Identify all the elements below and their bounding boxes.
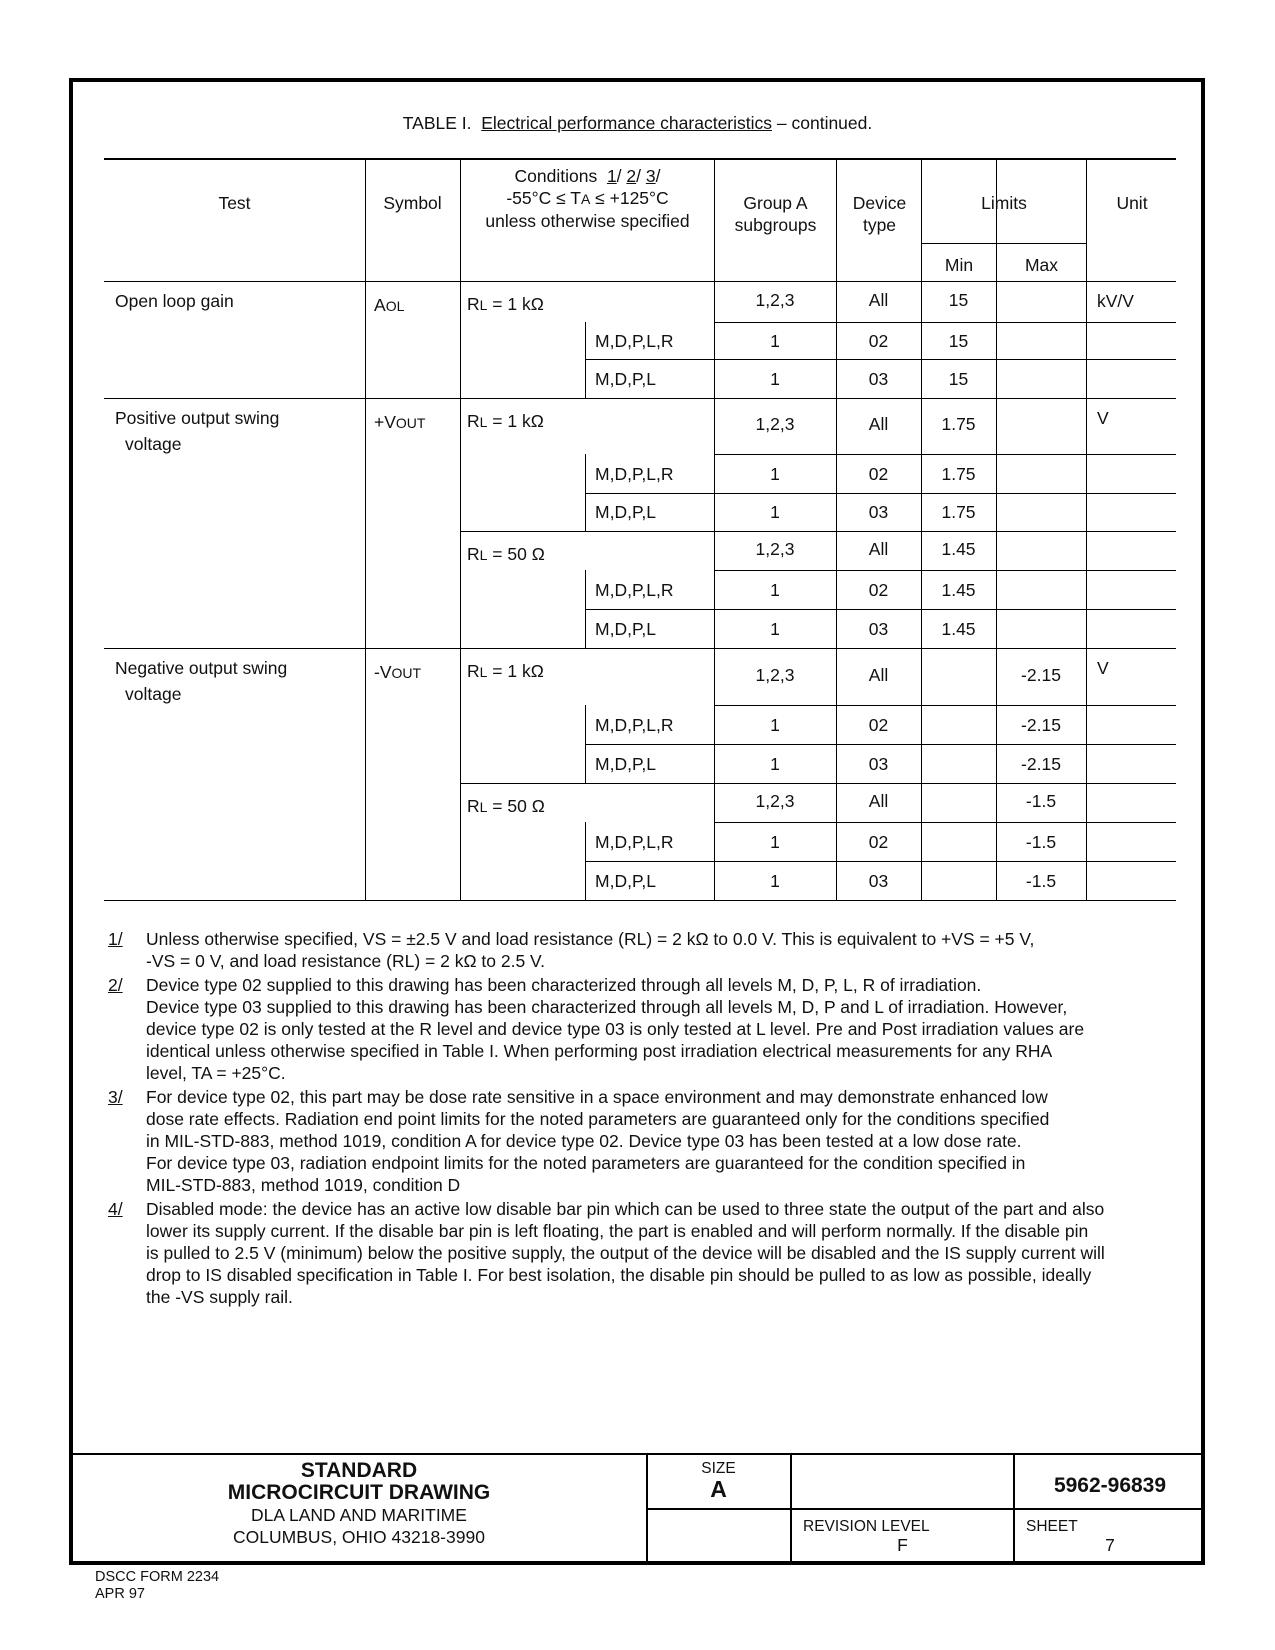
note-line: is pulled to 2.5 V (minimum) below the positive supply, the output of the device will be disabled and the IS supply current will xyxy=(146,1243,1105,1263)
device-type: 03 xyxy=(868,754,889,774)
qualifier: M,D,P,L,R xyxy=(595,331,674,351)
footer-title-line2: MICROCIRCUIT DRAWING xyxy=(227,1481,491,1504)
limit-max: -2.15 xyxy=(1021,665,1061,685)
subgroups: 1 xyxy=(770,369,780,389)
footer-org-line1: DLA LAND AND MARITIME xyxy=(251,1505,467,1525)
subgroups: 1,2,3 xyxy=(755,290,795,310)
table-rule xyxy=(585,705,586,744)
limit-min: 1.45 xyxy=(941,539,976,559)
table-rule xyxy=(104,281,1176,282)
note-line: device type 02 is only tested at the R level and device type 03 is only tested at L level. Pre and Post irradiation values are xyxy=(146,1019,1085,1039)
conditions-title: Conditions xyxy=(514,166,598,186)
table-rule xyxy=(104,900,1176,901)
table-rule xyxy=(585,359,586,398)
conditions-temp-pre: -55°C ≤ T xyxy=(506,188,581,208)
notes xyxy=(105,928,1175,1310)
subgroups: 1 xyxy=(770,619,780,639)
table-rule xyxy=(585,570,586,609)
footer-top-rule xyxy=(69,1453,1205,1455)
device-type: All xyxy=(868,539,889,559)
qualifier: M,D,P,L,R xyxy=(595,715,674,735)
revision-label: REVISION LEVEL xyxy=(803,1518,930,1535)
header-device-type xyxy=(838,192,921,236)
limit-min: 15 xyxy=(948,331,969,351)
note-line: For device type 02, this part may be dose rate sensitive in a space environment and may demonstrate enhanced low xyxy=(146,1087,1048,1107)
note-line: in MIL-STD-883, method 1019, condition A for device type 02. Device type 03 has been tested at a low dose rate. xyxy=(146,1131,1022,1151)
table-rule xyxy=(714,570,1176,571)
footer-title-line1: STANDARD xyxy=(300,1459,418,1482)
note-line: lower its supply current. If the disable bar pin is left floating, the part is enabled and will perform normally. If the disable pin xyxy=(146,1221,1089,1241)
conditions-temp-post: ≤ +125°C xyxy=(590,188,669,208)
subgroups: 1 xyxy=(770,580,780,600)
device-type: All xyxy=(868,414,889,434)
subgroups: 1,2,3 xyxy=(755,791,795,811)
conditions-note-1: 1 xyxy=(606,166,617,186)
table-rule xyxy=(585,861,586,900)
footer-org-line2: COLUMBUS, OHIO 43218-3990 xyxy=(233,1527,485,1547)
device-type: 03 xyxy=(868,871,889,891)
limit-max: -1.5 xyxy=(1025,832,1057,852)
test-name: Negative output swing xyxy=(115,658,288,678)
subgroups: 1 xyxy=(770,871,780,891)
qualifier: M,D,P,L xyxy=(595,369,656,389)
note-number: 2/ xyxy=(108,975,123,995)
sheet-label: SHEET xyxy=(1026,1518,1078,1535)
condition: RL = 1 kΩ xyxy=(467,661,544,681)
note-line: Unless otherwise specified, VS = ±2.5 V and load resistance (RL) = 2 kΩ to 0.0 V. This is equivalent to +VS = +5 V, xyxy=(146,929,1035,949)
note-1 xyxy=(105,928,1175,972)
device-type: 02 xyxy=(868,832,889,852)
condition: RL = 1 kΩ xyxy=(467,294,544,314)
table-rule xyxy=(714,454,1176,455)
form-id-line2: APR 97 xyxy=(95,1586,145,1602)
unit: V xyxy=(1097,408,1109,428)
note-2 xyxy=(105,974,1175,1084)
limit-max: -1.5 xyxy=(1025,791,1057,811)
table-rule xyxy=(104,648,1176,649)
table-rule xyxy=(714,705,1176,706)
note-4 xyxy=(105,1198,1175,1308)
device-type: 03 xyxy=(868,619,889,639)
qualifier: M,D,P,L,R xyxy=(595,832,674,852)
subgroups: 1 xyxy=(770,715,780,735)
note-number: 3/ xyxy=(108,1087,123,1107)
note-number: 4/ xyxy=(108,1199,123,1219)
group-a-line2: subgroups xyxy=(734,215,817,235)
size-label: SIZE xyxy=(701,1460,736,1477)
caption-prefix: TABLE I. xyxy=(402,113,472,133)
qualifier: M,D,P,L,R xyxy=(595,580,674,600)
device-type: All xyxy=(868,665,889,685)
group-a-line1: Group A xyxy=(743,193,808,213)
form-id xyxy=(95,1569,219,1603)
table-rule xyxy=(585,454,586,493)
device-type: 03 xyxy=(868,369,889,389)
limit-max: -2.15 xyxy=(1021,754,1061,774)
table-rule xyxy=(585,493,586,531)
conditions-temp-sub: A xyxy=(580,191,591,207)
table-rule xyxy=(714,158,715,900)
note-line: For device type 03, radiation endpoint limits for the noted parameters are guaranteed for the condition specified in xyxy=(146,1153,1026,1173)
table-rule xyxy=(365,158,366,900)
subgroups: 1 xyxy=(770,331,780,351)
table-caption xyxy=(0,113,1275,134)
test-name: Positive output swing xyxy=(115,408,280,428)
qualifier: M,D,P,L xyxy=(595,619,656,639)
note-line: Device type 03 supplied to this drawing has been characterized through all levels M, D, P and L of irradiation. However, xyxy=(146,997,1068,1017)
note-line: dose rate effects. Radiation end point limits for the noted parameters are guaranteed only for the conditions specified xyxy=(146,1109,1050,1129)
subgroups: 1,2,3 xyxy=(755,539,795,559)
limit-min: 1.75 xyxy=(941,502,976,522)
table-rule xyxy=(585,744,1176,745)
unit: V xyxy=(1097,658,1109,678)
subgroups: 1 xyxy=(770,754,780,774)
table-rule xyxy=(585,322,586,359)
header-conditions: Conditions 1/ 2/ 3/ -55°C ≤ TA ≤ +125°C unless otherwise specified xyxy=(485,166,690,231)
subgroups: 1 xyxy=(770,502,780,522)
footer-title xyxy=(72,1460,646,1548)
symbol: +VOUT xyxy=(374,412,426,432)
qualifier: M,D,P,L,R xyxy=(595,464,674,484)
note-line: level, TA = +25°C. xyxy=(146,1063,286,1083)
table-rule xyxy=(104,158,1176,160)
footer-mid-rule xyxy=(646,1508,1204,1510)
limit-min: 1.45 xyxy=(941,580,976,600)
table-rule xyxy=(104,398,1176,399)
condition: RL = 1 kΩ xyxy=(467,411,544,431)
note-line: -VS = 0 V, and load resistance (RL) = 2 kΩ to 2.5 V. xyxy=(146,951,545,971)
header-group-a xyxy=(715,192,836,236)
device-type: 02 xyxy=(868,715,889,735)
subgroups: 1 xyxy=(770,832,780,852)
symbol: AOL xyxy=(374,295,405,315)
limit-min: 15 xyxy=(948,290,969,310)
conditions-note-3: 3 xyxy=(645,166,656,186)
note-number: 1/ xyxy=(108,929,123,949)
device-type: 02 xyxy=(868,580,889,600)
device-type: All xyxy=(868,290,889,310)
form-id-line1: DSCC FORM 2234 xyxy=(95,1569,220,1585)
table-rule xyxy=(921,243,1086,244)
table-rule xyxy=(460,531,1176,532)
table-rule xyxy=(585,609,1176,610)
caption-suffix: – continued. xyxy=(776,113,873,133)
limit-max: -2.15 xyxy=(1021,715,1061,735)
qualifier: M,D,P,L xyxy=(595,871,656,891)
test-name-cont: voltage xyxy=(125,434,182,454)
device-type: 02 xyxy=(868,464,889,484)
note-line: identical unless otherwise specified in Table I. When performing post irradiation electrical measurements for any RHA xyxy=(146,1041,1053,1061)
limit-min: 1.75 xyxy=(941,414,976,434)
header-limits: Limits xyxy=(981,193,1027,213)
header-unit: Unit xyxy=(1116,193,1148,213)
size-value: A xyxy=(710,1476,727,1502)
symbol: -VOUT xyxy=(374,662,422,682)
limit-min: 1.45 xyxy=(941,619,976,639)
caption-title: Electrical performance characteristics xyxy=(481,113,773,133)
note-line: drop to IS disabled specification in Table I. For best isolation, the disable pin should be pulled to as low as possible, ideally xyxy=(146,1265,1092,1285)
header-test: Test xyxy=(218,193,251,213)
header-symbol: Symbol xyxy=(383,193,442,213)
note-line: Device type 02 supplied to this drawing has been characterized through all levels M, D, P, L, R of irradiation. xyxy=(146,975,982,995)
note-line: the -VS supply rail. xyxy=(146,1287,293,1307)
limit-min: 1.75 xyxy=(941,464,976,484)
unit: kV/V xyxy=(1097,291,1134,311)
device-type: 02 xyxy=(868,331,889,351)
note-line: MIL-STD-883, method 1019, condition D xyxy=(146,1175,461,1195)
conditions-note-2: 2 xyxy=(626,166,637,186)
table-rule xyxy=(1086,158,1087,900)
table-rule xyxy=(585,359,1176,360)
subgroups: 1,2,3 xyxy=(755,665,795,685)
sheet-value: 7 xyxy=(1105,1535,1115,1555)
test-name-cont: voltage xyxy=(125,684,182,704)
drawing-number: 5962-96839 xyxy=(1053,1474,1167,1497)
condition: RL = 50 Ω xyxy=(467,796,545,816)
revision-value: F xyxy=(897,1535,908,1555)
device-line1: Device xyxy=(852,193,907,213)
qualifier: M,D,P,L xyxy=(595,754,656,774)
table-rule xyxy=(714,822,1176,823)
table-rule xyxy=(585,744,586,783)
note-3 xyxy=(105,1086,1175,1196)
table-rule xyxy=(714,322,1176,323)
table-rule xyxy=(585,861,1176,862)
table-rule xyxy=(585,609,586,648)
subgroups: 1,2,3 xyxy=(755,414,795,434)
device-type: All xyxy=(868,791,889,811)
subgroups: 1 xyxy=(770,464,780,484)
test-name: Open loop gain xyxy=(115,291,234,311)
table-rule xyxy=(460,158,461,900)
table-rule xyxy=(585,493,1176,494)
header-max: Max xyxy=(1024,255,1059,275)
limit-min: 15 xyxy=(948,369,969,389)
condition: RL = 50 Ω xyxy=(467,544,545,564)
table-rule xyxy=(836,158,837,900)
table-rule xyxy=(585,822,586,861)
device-line2: type xyxy=(862,215,897,235)
limit-max: -1.5 xyxy=(1025,871,1057,891)
note-line: Disabled mode: the device has an active low disable bar pin which can be used to three state the output of the part and also xyxy=(146,1199,1105,1219)
device-type: 03 xyxy=(868,502,889,522)
table-rule xyxy=(460,783,1176,784)
qualifier: M,D,P,L xyxy=(595,502,656,522)
conditions-line3: unless otherwise specified xyxy=(485,211,690,231)
header-min: Min xyxy=(944,255,974,275)
